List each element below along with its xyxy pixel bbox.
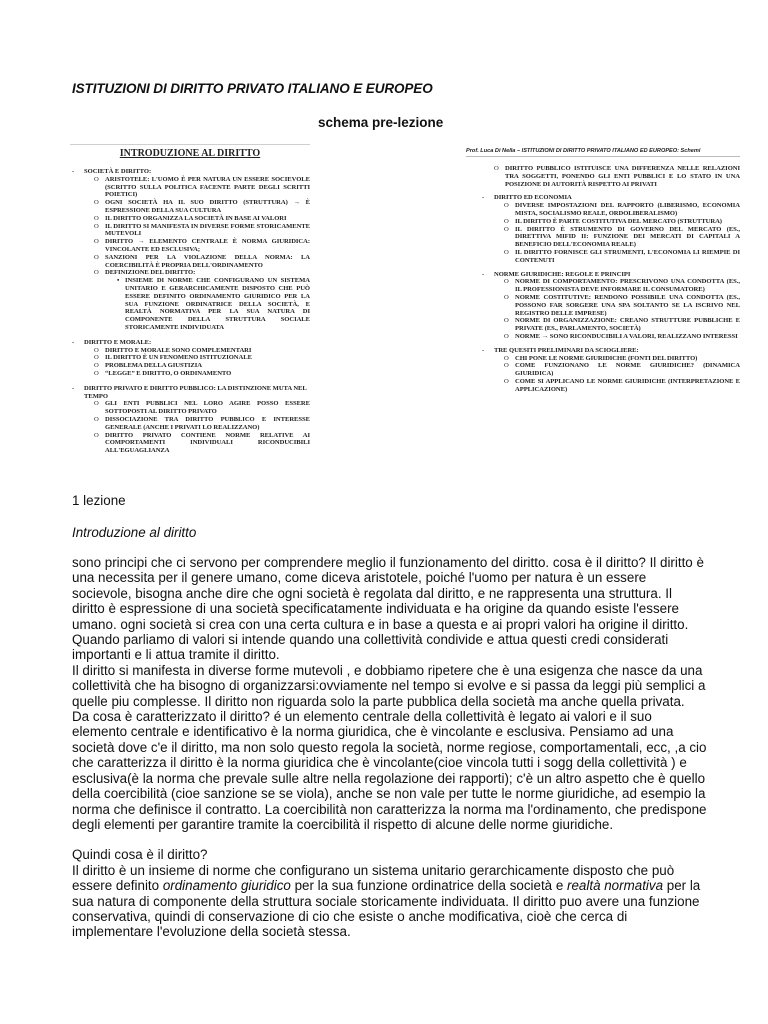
paragraph: Il diritto è un insieme di norme che configurano un sistema unitario gerarchicamente disposto che può essere definito ordinamento giuridico per la sua funzione ordinatrice della società e realtà normativa per la sua natura di componente della struttura sociale storicamente individuata. Il diritto puo avere una funzione conservativa, quindi di conservazione di cio che esiste o anche modificativa, cioè che cerca di implementare l'evoluzione della società stessa. <box>72 862 701 940</box>
list-item: O DIRITTO PUBBLICO ISTITUISCE UNA DIFFERENZA NELLE RELAZIONI TRA SOGGETTI, PONENDO GLI ENTI PUBBLICI E LO STATO IN UNA POSIZIONE DI AUTORITÀ RISPETTO AI PRIVATI <box>494 165 740 188</box>
lesson-label: 1 lezione <box>72 493 126 508</box>
paragraph-question: Quindi cosa è il diritto? <box>72 847 208 863</box>
slide-left <box>70 144 310 462</box>
section-norme-giuridiche: - NORME GIURIDICHE: REGOLE E PRINCIPI O NORME DI COMPORTAMENTO: PRESCRIVONO UNA CONDOTTA (ES., IL PROFESSIONISTA DEVE INFORMARE IL CONSUMATORE) O NORME COSTITUTIVE: RENDONO POSSIBILE UNA CONDOTTA (ES., POSSONO FAR SORGERE UNA SPA SOLTANTO SE LA ISCRIVO NEL REGISTRO DELLE IMPRESE) O NORME DI ORGANIZZAZIONE: CREANO STRUTTURE PUBBLICHE E PRIVATE (ES., PARLAMENTO, SOCIETÀ) O NORME → SONO RICONDUCIBILI A VALORI, REALIZZANO INTERESSI <box>482 270 740 340</box>
slide-header: Prof. Luca Di Nella – ISTITUZIONI DI DIRITTO PRIVATO ITALIANO ED EUROPEO: Schemi <box>466 148 740 157</box>
section-title: SOCIETÀ E DIRITTO: <box>84 168 152 175</box>
list-item: O OGNI SOCIETÀ HA IL SUO DIRITTO (STRUTTURA) → È ESPRESSIONE DELLA SUA CULTURA <box>94 199 310 214</box>
list-item: O SANZIONI PER LA VIOLAZIONE DELLA NORMA: LA COERCIBILITÀ È PROPRIA DELL'ORDINAMENTO <box>94 253 310 269</box>
list-item: O DIRITTO PRIVATO CONTIENE NORME RELATIVE AI COMPORTAMENTI INDIVIDUALI RICONDUCIBILI ALL'EGUAGLIANZA <box>94 431 310 455</box>
section-societa-diritto: - SOCIETÀ E DIRITTO: O ARISTOTELE: L'UOMO È PER NATURA UN ESSERE SOCIEVOLE (SCRITTO SULLA POLITICA FACENTE PARTE DEGLI SCRITTI POIETICI) O OGNI SOCIETÀ HA IL SUO DIRITTO (STRUTTURA) → È ESPRESSIONE DELLA SUA CULTURA O IL DIRITTO ORGANIZZA LA SOCIETÀ IN BASE AI VALORI O IL DIRITTO SI MANIFESTA IN DIVERSE FORME STORICAMENTE MUTEVOLI O DIRITTO → ELEMENTO CENTRALE È NORMA GIURIDICA: VINCOLANTE ED ESCLUSIVA; O SANZIONI PER LA VIOLAZIONE DELLA NORMA: LA COERCIBILITÀ È PROPRIA DELL'ORDINAMENTO O DEFINIZIONE DEL DIRITTO: ▪ INSIEME DI NORME CHE CONFIGURANO UN SISTEMA UNITARIO E GERARCHICAMENTE DISPOSTO CHE PUÒ ESSERE DEFINITO ORDINAMENTO GIURIDICO PER LA SUA FUNZIONE ORDINATRICE DELLA SOCIETÀ, E REALTÀ NORMATIVA PER LA SUA NATURA DI COMPONENTE DELLA STRUTTURA SOCIALE STORICAMENTE INDIVIDUATA <box>72 168 310 331</box>
slide-right <box>466 148 740 458</box>
paragraph: sono principi che ci servono per comprendere meglio il funzionamento del diritto. cosa è il diritto? Il diritto è una necessita per il genere umano, come diceva aristotele, poiché l'uomo per natura è un essere socievole, bisogna anche dire che ogni società è regolata dal diritto, e ne rappresenta una struttura. Il diritto è espressione di una società specificatamente individuata e ha origine da quando esiste l'essere umano. ogni società si crea con una certa cultura e in base a questa e ai propri valori ha origine il diritto. Quando parliamo di valori si intende quando una collettività condivide e attua questi credi considerati importanti e li attua tramite il diritto. <box>72 555 704 663</box>
list-item: O IL DIRITTO È PARTE COSTITUTIVA DEL MERCATO (STRUTTURA) <box>504 217 722 225</box>
section-title: DIRITTO PRIVATO E DIRITTO PUBBLICO: LA DISTINZIONE MUTA NEL TEMPO <box>84 384 307 400</box>
slide-heading: INTRODUZIONE AL DIRITTO <box>119 148 261 159</box>
list-item: O DIVERSE IMPOSTAZIONI DEL RAPPORTO (LIBERISMO, ECONOMIA MISTA, SOCIALISMO REALE, ORDOLIBERALISMO) <box>504 202 740 217</box>
main-text <box>72 555 708 940</box>
sub-list-item: ▪ INSIEME DI NORME CHE CONFIGURANO UN SISTEMA UNITARIO E GERARCHICAMENTE DISPOSTO CHE PUÒ ESSERE DEFINITO ORDINAMENTO GIURIDICO PER LA SUA FUNZIONE ORDINATRICE DELLA SOCIETÀ, E REALTÀ NORMATIVA PER LA SUA NATURA DI COMPONENTE DELLA STRUTTURA SOCIALE STORICAMENTE INDIVIDUATA <box>117 277 310 331</box>
slide-top-rule <box>70 144 310 145</box>
list-item: O PROBLEMA DELLA GIUSTIZIA <box>94 362 202 370</box>
section-title: NORME GIURIDICHE: REGOLE E PRINCIPI <box>494 270 631 278</box>
section-title: TRE QUESITI PRELIMINARI DA SCIOGLIERE: <box>494 346 639 354</box>
list-item: O IL DIRITTO SI MANIFESTA IN DIVERSE FORME STORICAMENTE MUTEVOLI <box>94 222 310 238</box>
paragraph: Da cosa è caratterizzato il diritto? é un elemento centrale della collettività è legato ai valori e il suo elemento centrale e identificativo è la norma giuridica, che è vincolante e esclusiva. Pensiamo ad una società dove c'e il diritto, ma non solo questo regola la società, norme regiose, comportamentali, ecc, ,a cio che caratterizza il diritto è la norma giuridica che è vincolante(cioe vincola tutti i sogg della collettività ) e esclusiva(è la norma che prevale sulle altre nella regolazione dei rapporti); c'è un altro aspetto che è quello della coercibilità (cioe sanzione se se viola), anche se non vale per tutte le norme giuridiche, ad esempio la norma che definisce il contratto. La coercibilità non caratterizza la norma ma l'ordinamento, che predispone degli elementi per garantire tramite la coercibilità il rispetto di alcune delle norme giuridiche. <box>72 709 707 832</box>
list-item: O DIRITTO → ELEMENTO CENTRALE È NORMA GIURIDICA: VINCOLANTE ED ESCLUSIVA; <box>94 238 310 253</box>
section-tre-quesiti: - TRE QUESITI PRELIMINARI DA SCIOGLIERE: O CHI PONE LE NORME GIURIDICHE (FONTI DEL DIRITTO) O COME FUNZIONANO LE NORME GIURIDICHE? (DINAMICA GIURIDICA) O COME SI APPLICANO LE NORME GIURIDICHE (INTERPRETAZIONE E APPLICAZIONE) <box>482 346 740 393</box>
list-item: O COME FUNZIONANO LE NORME GIURIDICHE? (DINAMICA GIURIDICA) <box>504 362 740 378</box>
emphasis: realtà normativa <box>567 878 664 894</box>
section-diritto-morale: - DIRITTO E MORALE: O DIRITTO E MORALE SONO COMPLEMENTARI O IL DIRITTO È UN FENOMENO ISTITUZIONALE O PROBLEMA DELLA GIUSTIZIA O “LEGGE” E DIRITTO, O ORDINAMENTO <box>70 339 310 378</box>
section-heading: Introduzione al diritto <box>72 525 197 540</box>
slide-right-sections <box>480 165 740 394</box>
list-item: O IL DIRITTO ORGANIZZA LA SOCIETÀ IN BASE AI VALORI <box>94 214 287 222</box>
list-item: O GLI ENTI PUBBLICI NEL LORO AGIRE POSSO ESSERE SOTTOPOSTI AL DIRITTO PRIVATO <box>94 400 310 416</box>
list-item: O DEFINIZIONE DEL DIRITTO: ▪ INSIEME DI NORME CHE CONFIGURANO UN SISTEMA UNITARIO E GERARCHICAMENTE DISPOSTO CHE PUÒ ESSERE DEFINITO ORDINAMENTO GIURIDICO PER LA SUA FUNZIONE ORDINATRICE DELLA SOCIETÀ, E REALTÀ NORMATIVA PER LA SUA NATURA DI COMPONENTE DELLA STRUTTURA SOCIALE STORICAMENTE INDIVIDUATA <box>94 269 310 331</box>
emphasis: ordinamento giuridico <box>162 878 291 894</box>
list-item: O DISSOCIAZIONE TRA DIRITTO PUBBLICO E INTERESSE GENERALE (ANCHE I PRIVATI LO REALIZZANO) <box>94 415 310 431</box>
list-item: O NORME DI ORGANIZZAZIONE: CREANO STRUTTURE PUBBLICHE E PRIVATE (ES., PARLAMENTO, SOCIETÀ) <box>504 317 740 333</box>
list-item: O IL DIRITTO È STRUMENTO DI GOVERNO DEL MERCATO (ES., DIRETTIVA MIFID II: FUNZIONE DEI MERCATI DI CAPITALI A BENEFICIO DELL'ECONOMIA REALE) <box>504 225 740 249</box>
list-item: O CHI PONE LE NORME GIURIDICHE (FONTI DEL DIRITTO) <box>504 354 698 362</box>
paragraph-gap <box>72 832 708 847</box>
list-item: O DIRITTO E MORALE SONO COMPLEMENTARI <box>94 346 252 354</box>
section-title: DIRITTO E MORALE: <box>84 338 152 346</box>
paragraph: Il diritto si manifesta in diverse forme mutevoli , e dobbiamo ripetere che è una esigenza che nasce da una collettività che ha bisogno di organizzarsi:ovviamente nel tempo si evolve e si passa da leggi più semplici a quelle piu complesse. Il diritto non riguarda solo la parte pubblica della società ma anche quella privata. <box>72 662 706 709</box>
list-item: O “LEGGE” E DIRITTO, O ORDINAMENTO <box>94 369 232 377</box>
section-diritto-economia: - DIRITTO ED ECONOMIA O DIVERSE IMPOSTAZIONI DEL RAPPORTO (LIBERISMO, ECONOMIA MISTA, SOCIALISMO REALE, ORDOLIBERALISMO) O IL DIRITTO È PARTE COSTITUTIVA DEL MERCATO (STRUTTURA) O IL DIRITTO È STRUMENTO DI GOVERNO DEL MERCATO (ES., DIRETTIVA MIFID II: FUNZIONE DEI MERCATI DI CAPITALI A BENEFICIO DELL'ECONOMIA REALE) O IL DIRITTO FORNISCE GLI STRUMENTI, L'ECONOMIA LI RIEMPIE DI CONTENUTI <box>482 194 740 264</box>
list-item: O ARISTOTELE: L'UOMO È PER NATURA UN ESSERE SOCIEVOLE (SCRITTO SULLA POLITICA FACENTE PARTE DEGLI SCRITTI POIETICI) <box>94 175 310 199</box>
section-title: DIRITTO ED ECONOMIA <box>494 194 572 202</box>
document-title: ISTITUZIONI DI DIRITTO PRIVATO ITALIANO E EUROPEO <box>72 81 433 96</box>
section-privato-pubblico: - DIRITTO PRIVATO E DIRITTO PUBBLICO: LA DISTINZIONE MUTA NEL TEMPO O GLI ENTI PUBBLICI NEL LORO AGIRE POSSO ESSERE SOTTOPOSTI AL DIRITTO PRIVATO O DISSOCIAZIONE TRA DIRITTO PUBBLICO E INTERESSE GENERALE (ANCHE I PRIVATI LO REALIZZANO) O DIRITTO PRIVATO CONTIENE NORME RELATIVE AI COMPORTAMENTI INDIVIDUALI RICONDUCIBILI ALL'EGUAGLIANZA <box>72 384 310 455</box>
slide-left-sections <box>70 168 310 455</box>
document-subtitle: schema pre-lezione <box>318 115 444 130</box>
list-item: O COME SI APPLICANO LE NORME GIURIDICHE (INTERPRETAZIONE E APPLICAZIONE) <box>504 377 740 393</box>
list-item: O NORME DI COMPORTAMENTO: PRESCRIVONO UNA CONDOTTA (ES., IL PROFESSIONISTA DEVE INFORMARE IL CONSUMATORE) <box>504 278 740 294</box>
list-item: O IL DIRITTO FORNISCE GLI STRUMENTI, L'ECONOMIA LI RIEMPIE DI CONTENUTI <box>504 248 740 264</box>
list-item: O NORME → SONO RICONDUCIBILI A VALORI, REALIZZANO INTERESSI <box>504 332 738 340</box>
list-item: O NORME COSTITUTIVE: RENDONO POSSIBILE UNA CONDOTTA (ES., POSSONO FAR SORGERE UNA SPA SOLTANTO SE LA ISCRIVO NEL REGISTRO DELLE IMPRESE) <box>504 293 740 317</box>
lead-block <box>480 165 740 188</box>
list-item: O IL DIRITTO È UN FENOMENO ISTITUZIONALE <box>94 354 252 362</box>
